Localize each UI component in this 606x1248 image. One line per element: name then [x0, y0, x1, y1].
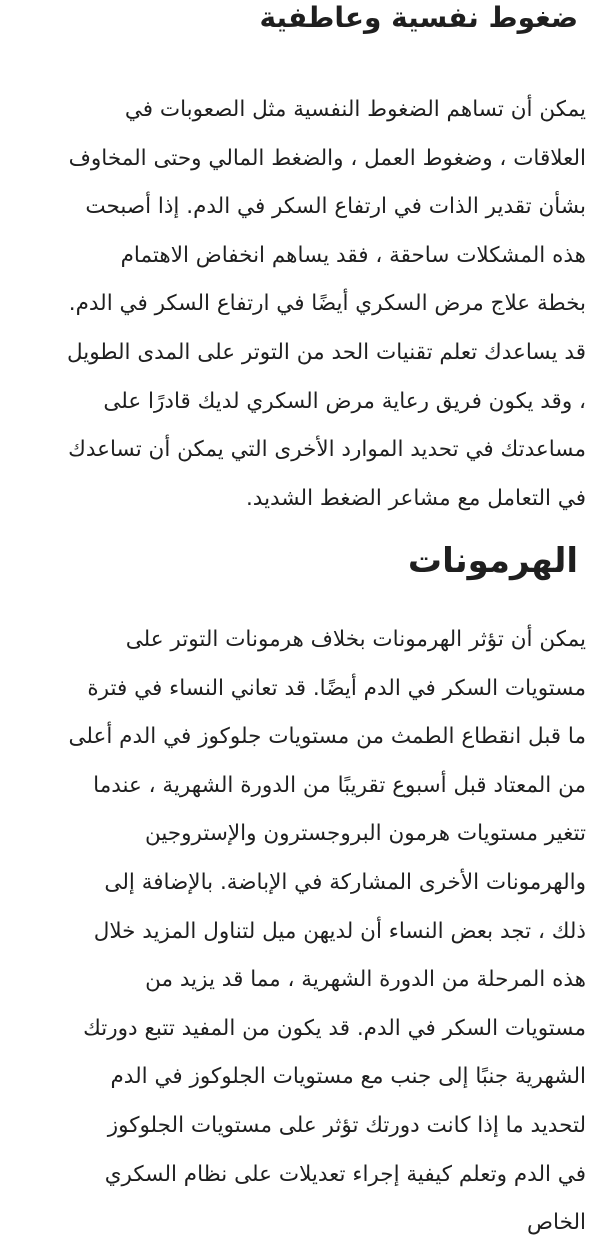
section-heading-stress: ضغوط نفسية وعاطفية: [259, 1, 578, 34]
paragraph-stress: [24, 86, 586, 523]
paragraph-hormones: [24, 616, 586, 1248]
paragraph-line: والهرمونات الأخرى المشاركة في الإباضة. بالإضافة إلى: [104, 869, 586, 895]
paragraph-line: الخاص: [527, 1210, 586, 1236]
paragraph-line: مساعدتك في تحديد الموارد الأخرى التي يمكن أن تساعدك: [68, 437, 586, 463]
paragraph-line: العلاقات ، وضغوط العمل ، والضغط المالي وحتى المخاوف: [68, 145, 586, 171]
paragraph-line: في التعامل مع مشاعر الضغط الشديد.: [245, 485, 586, 511]
paragraph-line: بخطة علاج مرض السكري أيضًا في ارتفاع السكر في الدم.: [68, 291, 586, 317]
paragraph-line: يمكن أن تؤثر الهرمونات بخلاف هرمونات التوتر على: [125, 627, 586, 652]
paragraph-line: من المعتاد قبل أسبوع تقريبًا من الدورة الشهرية ، عندما: [93, 772, 586, 798]
paragraph-line: يمكن أن تساهم الضغوط النفسية مثل الصعوبات في: [124, 97, 586, 122]
paragraph-line: بشأن تقدير الذات في ارتفاع السكر في الدم. إذا أصبحت: [85, 194, 586, 220]
paragraph-line: ذلك ، تجد بعض النساء أن لديهن ميل لتناول المزيد خلال: [93, 918, 586, 944]
paragraph-line: ما قبل انقطاع الطمث من مستويات جلوكوز في الدم أعلى: [68, 724, 586, 750]
paragraph-line: هذه المرحلة من الدورة الشهرية ، مما قد يزيد من: [145, 967, 586, 993]
paragraph-line: هذه المشكلات ساحقة ، فقد يساهم انخفاض الاهتمام: [120, 242, 586, 268]
paragraph-line: مستويات السكر في الدم. قد يكون من المفيد تتبع دورتك: [83, 1015, 586, 1041]
paragraph-line: مستويات السكر في الدم أيضًا. قد تعاني النساء في فترة: [87, 675, 586, 701]
paragraph-line: قد يساعدك تعلم تقنيات الحد من التوتر على المدى الطويل: [66, 339, 586, 365]
paragraph-line: لتحديد ما إذا كانت دورتك تؤثر على مستويات الجلوكوز: [107, 1112, 586, 1138]
paragraph-line: ، وقد يكون فريق رعاية مرض السكري لديك قادرًا على: [103, 388, 586, 414]
paragraph-line: تتغير مستويات هرمون البروجسترون والإستروجين: [145, 821, 586, 847]
paragraph-line: الشهرية جنبًا إلى جنب مع مستويات الجلوكوز في الدم: [110, 1064, 586, 1090]
paragraph-line: في الدم وتعلم كيفية إجراء تعديلات على نظام السكري: [104, 1161, 586, 1187]
section-heading-hormones: الهرمونات: [407, 541, 578, 581]
